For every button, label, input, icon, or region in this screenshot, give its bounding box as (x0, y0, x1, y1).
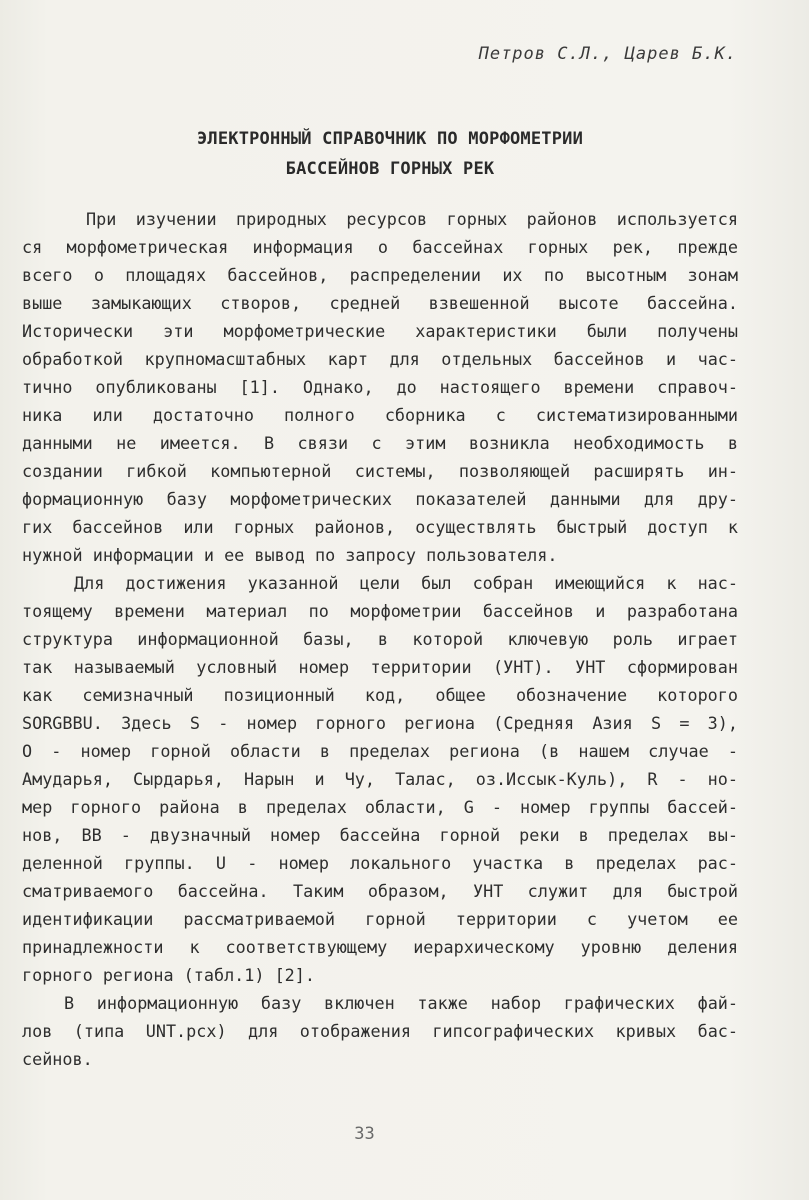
text-line: принадлежности к соответствующему иерархическому уровню деления (22, 937, 738, 957)
title-line-1: ЭЛЕКТРОННЫЙ СПРАВОЧНИК ПО МОРФОМЕТРИИ (196, 129, 584, 149)
text-line: нов, BB - двузначный номер бассейна горной реки в пределах вы- (22, 825, 738, 845)
text-line: деленной группы. U - номер локального участка в пределах рас- (22, 853, 738, 873)
text-line: нужной информации и ее вывод по запросу пользователя. (22, 545, 558, 565)
text-line: тоящему времени материал по морфометрии бассейнов и разработана (22, 601, 738, 621)
text-line: создании гибкой компьютерной системы, позволяющей расширять ин- (22, 461, 738, 481)
text-line: сматриваемого бассейна. Таким образом, УНТ служит для быстрой (22, 881, 738, 901)
text-line: идентификации рассматриваемой горной территории с учетом ее (22, 909, 738, 929)
text-line: выше замыкающих створов, средней взвешенной высоте бассейна. (22, 293, 738, 313)
text-line: тично опубликованы [1]. Однако, до настоящего времени справоч- (22, 377, 738, 397)
text-line: сейнов. (22, 1049, 93, 1069)
text-line: формационную базу морфометрических показателей данными для дру- (22, 489, 738, 509)
text-line: обработкой крупномасштабных карт для отдельных бассейнов и час- (22, 349, 738, 369)
title-line-2: БАССЕЙНОВ ГОРНЫХ РЕК (285, 159, 495, 179)
text-line: Амударья, Сырдарья, Нарын и Чу, Талас, оз.Иссык-Куль), R - но- (22, 769, 738, 789)
text-line: структура информационной базы, в которой ключевую роль играет (22, 629, 738, 649)
text-line: всего о площадях бассейнов, распределении их по высотным зонам (22, 265, 738, 285)
text-line: лов (типа UNT.pcx) для отображения гипсографических кривых бас- (22, 1021, 738, 1041)
text-line: Для достижения указанной цели был собран имеющийся к нас- (74, 573, 738, 593)
article-title (90, 124, 690, 184)
text-line: O - номер горной области в пределах региона (в нашем случае - (22, 741, 738, 761)
text-line: В информационную базу включен также набор графических фай- (64, 993, 738, 1013)
text-line: При изучении природных ресурсов горных районов используется (86, 209, 738, 229)
text-line: гих бассейнов или горных районов, осуществлять быстрый доступ к (22, 517, 738, 537)
text-line: как семизначный позиционный код, общее обозначение которого (22, 685, 738, 705)
text-line: ся морфометрическая информация о бассейнах горных рек, прежде (22, 237, 738, 257)
text-line: так называемый условный номер территории (УНТ). УНТ сформирован (22, 657, 738, 677)
text-line: SORGBBU. Здесь S - номер горного региона (Средняя Азия S = 3), (22, 713, 738, 733)
text-line: ника или достаточно полного сборника с систематизированными (22, 405, 738, 425)
page-number: 33 (354, 1124, 375, 1144)
text-line: горного региона (табл.1) [2]. (22, 965, 315, 985)
text-line: данными не имеется. В связи с этим возникла необходимость в (22, 433, 738, 453)
authors: Петров С.Л., Царев Б.К. (478, 44, 737, 64)
text-line: мер горного района в пределах области, G - номер группы бассей- (22, 797, 738, 817)
text-line: Исторически эти морфометрические характеристики были получены (22, 321, 738, 341)
